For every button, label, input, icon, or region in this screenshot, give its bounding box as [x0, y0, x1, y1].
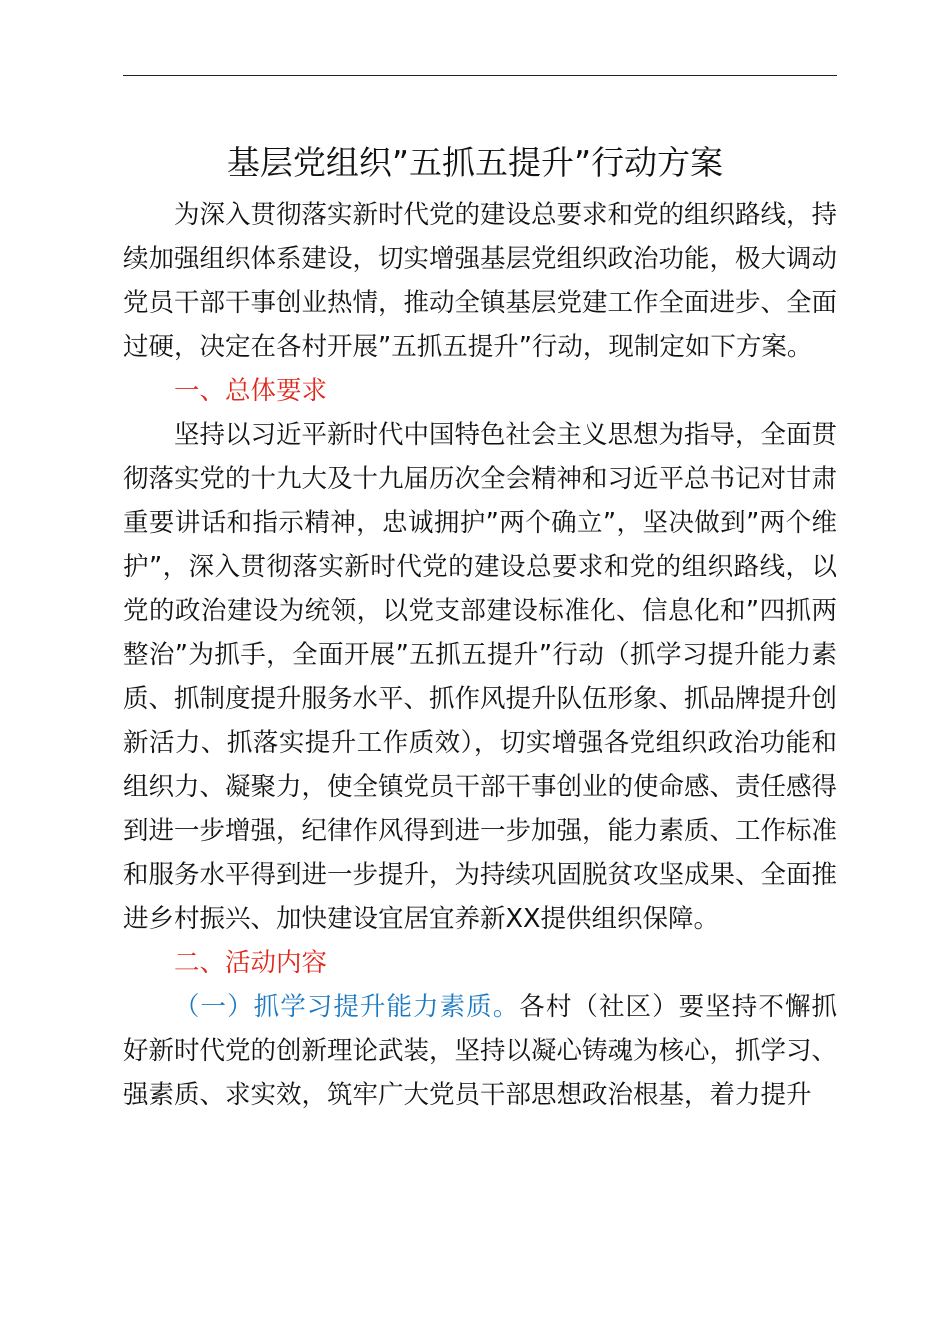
document-title: 基层党组织”五抓五提升”行动方案: [226, 143, 724, 182]
general-requirements-paragraph: 坚持以习近平新时代中国特色社会主义思想为指导，全面贯彻落实党的十九大及十九届历次全会精神和习近平总书记对甘肃重要讲话和指示精神，忠诚拥护”两个确立”，坚决做到”两个维护”，深入贯彻落实新时代党的建设总要求和党的组织路线，以党的政治建设为统领，以党支部建设标准化、信息化和”四抓两整治”为抓手，全面开展”五抓五提升”行动（抓学习提升能力素质、抓制度提升服务水平、抓作风提升队伍形象、抓品牌提升创新活力、抓落实提升工作质效），切实增强各党组织政治功能和组织力、凝聚力，使全镇党员干部干事创业的使命感、责任感得到进一步增强，纪律作风得到进一步加强，能力素质、工作标准和服务水平得到进一步提升，为持续巩固脱贫攻坚成果、全面推进乡村振兴、加快建设宜居宜养新XX提供组织保障。: [123, 420, 838, 934]
section-heading-general-requirements: 一、总体要求: [174, 376, 328, 406]
activity-item-1-lead: （一）抓学习提升能力素质。: [174, 992, 520, 1022]
document-body: [123, 193, 837, 1117]
section-heading-activity-content: 二、活动内容: [174, 948, 328, 978]
activity-item-1-paragraph: [123, 985, 837, 1117]
header-rule: [123, 75, 837, 76]
activity-item-1-body: 各村（社区）要坚持不懈抓好新时代党的创新理论武装，坚持以凝心铸魂为核心，抓学习、强素质、求实效，筑牢广大党员干部思想政治根基，着力提升: [123, 992, 838, 1110]
intro-paragraph: 为深入贯彻落实新时代党的建设总要求和党的组织路线，持续加强组织体系建设，切实增强基层党组织政治功能，极大调动党员干部干事创业热情，推动全镇基层党建工作全面进步、全面过硬，决定在各村开展”五抓五提升”行动，现制定如下方案。: [123, 200, 838, 362]
